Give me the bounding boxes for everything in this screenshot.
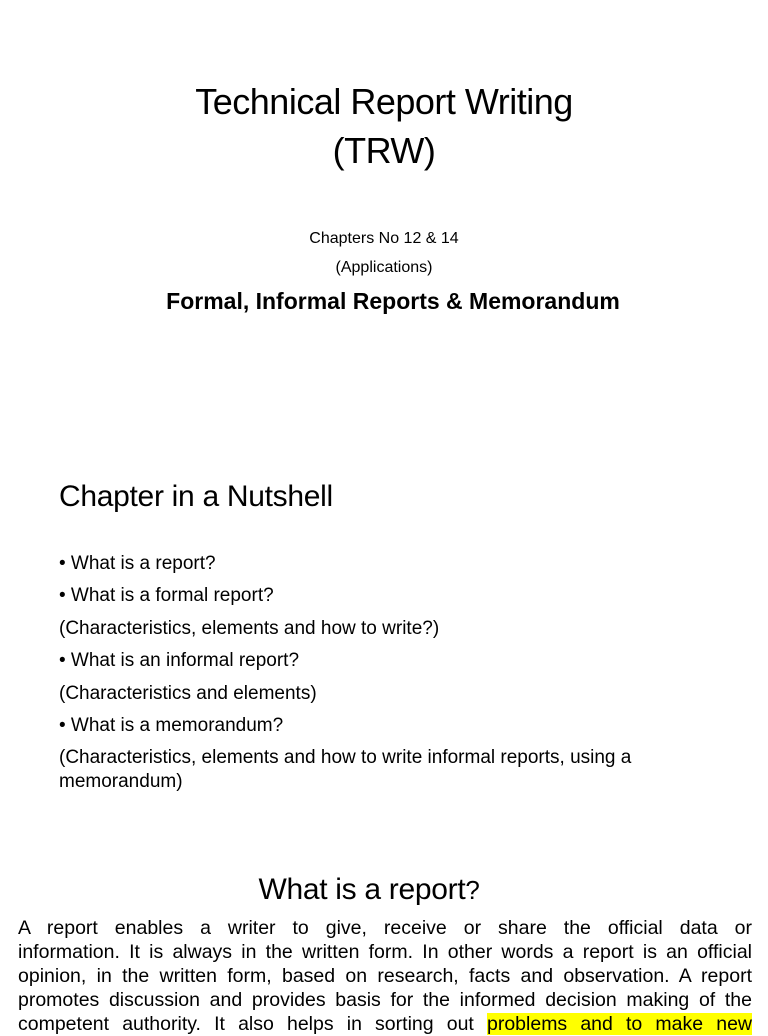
document-title-line-1: Technical Report Writing <box>195 81 573 122</box>
outline-item: • What is a memorandum? <box>59 715 284 737</box>
document-subtitle: Formal, Informal Reports & Memorandum <box>166 288 620 314</box>
paragraph-line: promotes discussion and provides basis for the informed decision making of the <box>18 989 752 1011</box>
paragraph-line: opinion, in the written form, based on research, facts and observation. A report <box>18 965 752 987</box>
outline-note: (Characteristics, elements and how to write informal reports, using a memorandum) <box>59 747 632 793</box>
outline-note: (Characteristics, elements and how to write?) <box>59 617 440 639</box>
paragraph-line: information. It is always in the written form. In other words a report is an official <box>18 941 752 963</box>
report-section-heading <box>0 870 738 910</box>
applications-label: (Applications) <box>335 259 433 276</box>
outline-item: • What is a formal report? <box>59 585 274 607</box>
nutshell-outline <box>59 548 739 794</box>
nutshell-heading: Chapter in a Nutshell <box>59 480 333 513</box>
report-heading-text: What is a report <box>258 873 466 906</box>
highlighted-text: problems and to make new <box>486 1013 752 1035</box>
partial-line-text: competent authority. It also helps in sorting out <box>18 1013 474 1035</box>
report-paragraph <box>18 916 752 1036</box>
document-title-line-2: (TRW) <box>332 130 436 171</box>
paragraph-line-partial <box>18 1012 752 1036</box>
outline-item: • What is a report? <box>59 553 216 574</box>
outline-item: • What is an informal report? <box>59 650 300 672</box>
chapters-label: Chapters No 12 & 14 <box>309 230 459 247</box>
outline-note: (Characteristics and elements) <box>59 682 317 704</box>
report-heading-mark: ? <box>465 875 480 905</box>
paragraph-line: A report enables a writer to give, receive or share the official data or <box>18 917 752 939</box>
